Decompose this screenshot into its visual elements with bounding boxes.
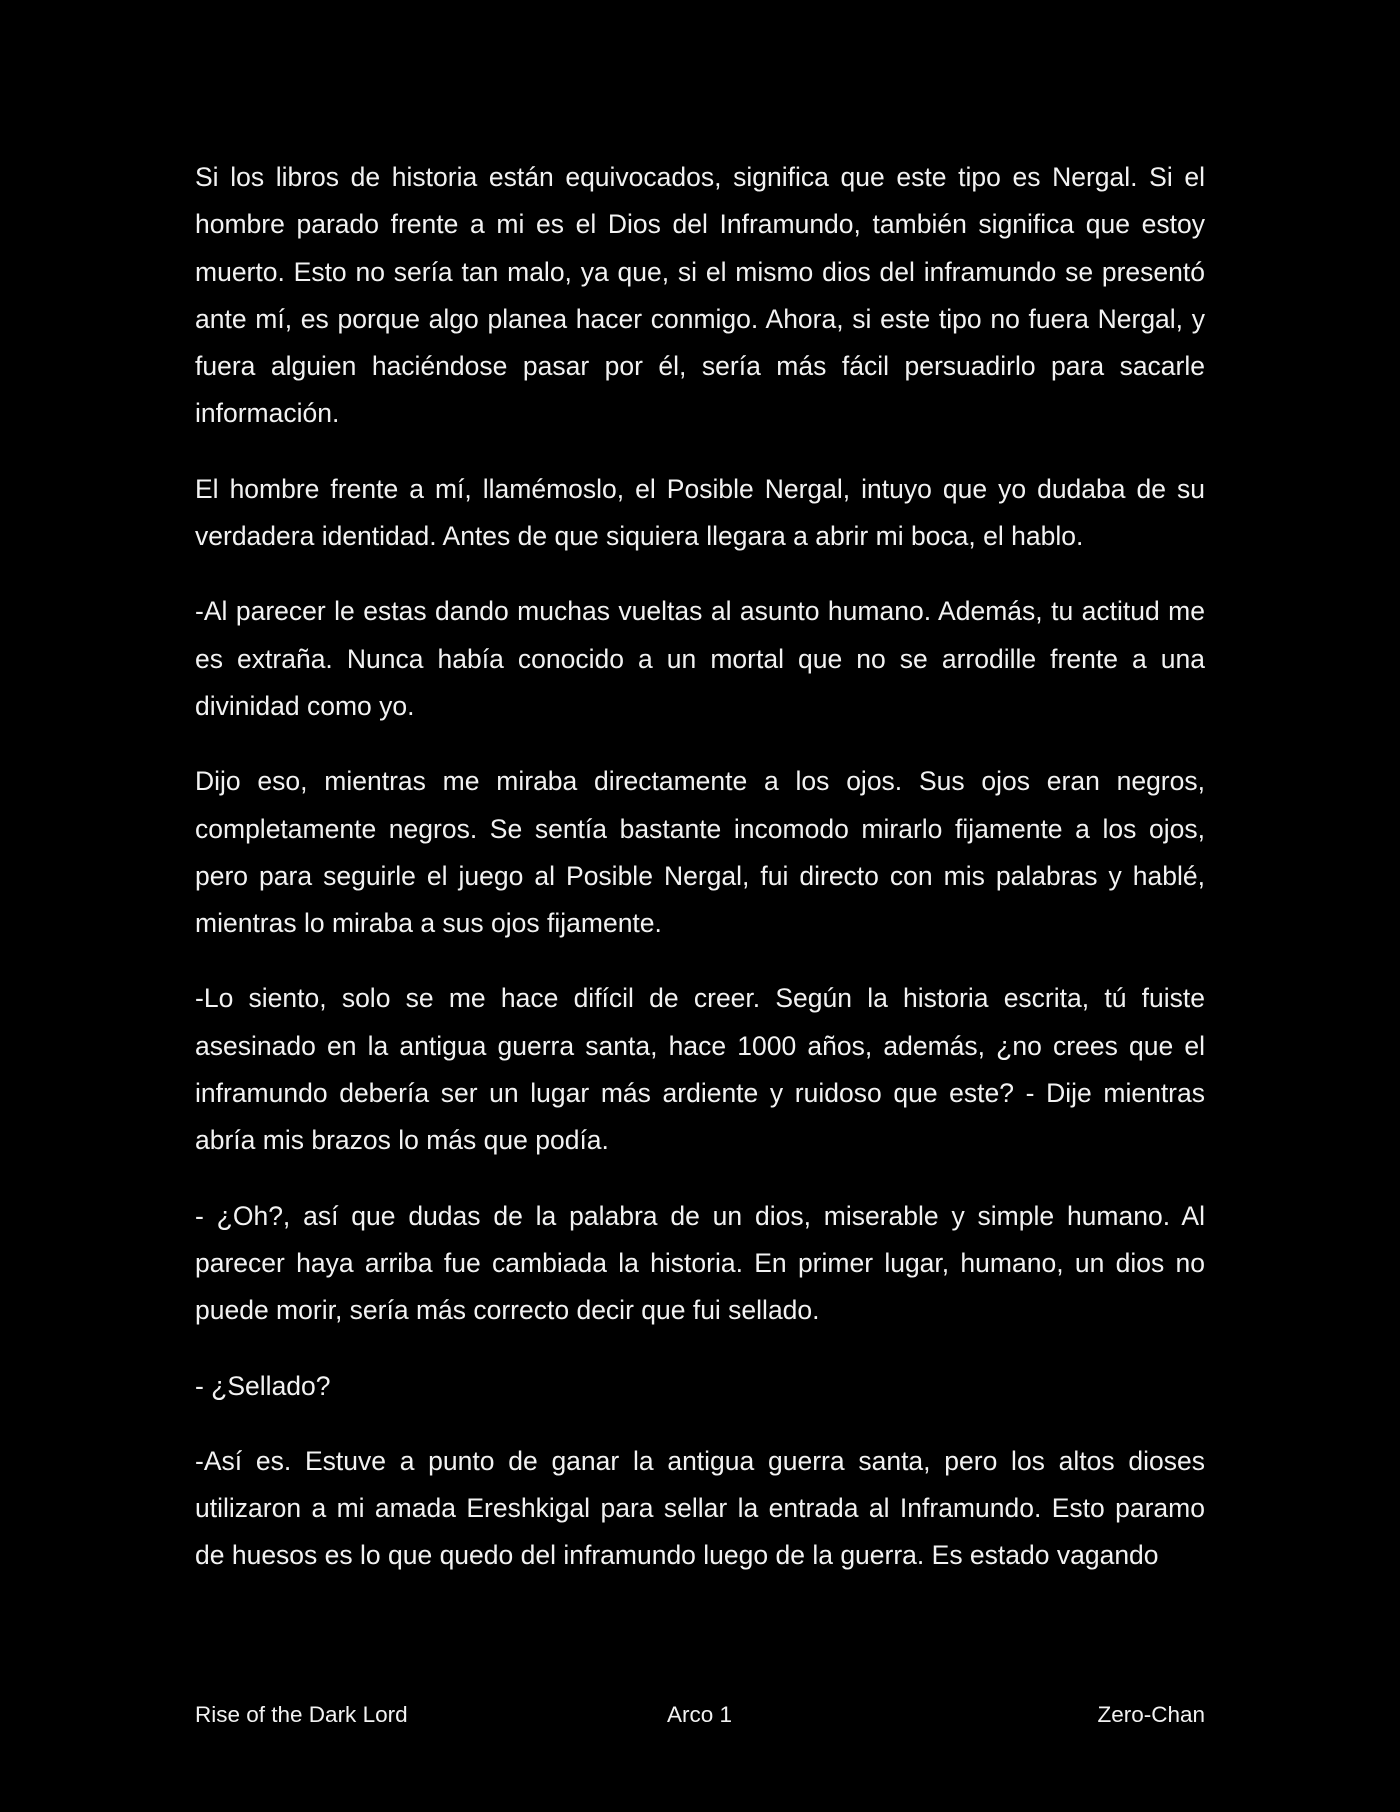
- footer-author: Zero-Chan: [1097, 1702, 1205, 1727]
- footer-arc-label: Arco 1: [667, 1702, 733, 1727]
- paragraph: - ¿Sellado?: [195, 1370, 331, 1401]
- paragraph: -Al parecer le estas dando muchas vueltas al asunto humano. Además, tu actitud me es extraña. Nunca había conocido a un mortal que no se arrodille frente a una divinidad como yo.: [195, 596, 1205, 721]
- paragraph: - ¿Oh?, así que dudas de la palabra de un dios, miserable y simple humano. Al parecer haya arriba fue cambiada la historia. En primer lugar, humano, un dios no puede morir, sería más correcto decir que fui sellado.: [195, 1200, 1205, 1326]
- paragraph: -Así es. Estuve a punto de ganar la antigua guerra santa, pero los altos dioses utilizaron a mi amada Ereshkigal para sellar la entrada al Inframundo. Esto paramo de huesos es lo que quedo del inframundo luego de la guerra. Es estado vagando: [195, 1445, 1205, 1571]
- document-body: [195, 154, 1205, 1608]
- paragraph: Dijo eso, mientras me miraba directamente a los ojos. Sus ojos eran negros, completamente negros. Se sentía bastante incomodo mirarlo fijamente a los ojos, pero para seguirle el juego al Posible Nergal, fui directo con mis palabras y hablé, mientras lo miraba a sus ojos fijamente.: [195, 766, 1205, 939]
- paragraph: El hombre frente a mí, llamémoslo, el Posible Nergal, intuyo que yo dudaba de su verdadera identidad. Antes de que siquiera llegara a abrir mi boca, el hablo.: [195, 473, 1205, 552]
- page-footer: [195, 1702, 1205, 1734]
- paragraph: Si los libros de historia están equivocados, significa que este tipo es Nergal. Si el hombre parado frente a mi es el Dios del Inframundo, también significa que estoy muerto. Esto no sería tan malo, ya que, si el mismo dios del inframundo se presentó ante mí, es porque algo planea hacer conmigo. Ahora, si este tipo no fuera Nergal, y fuera alguien haciéndose pasar por él, sería más fácil persuadirlo para sacarle información.: [195, 162, 1205, 429]
- paragraph: -Lo siento, solo se me hace difícil de creer. Según la historia escrita, tú fuiste asesinado en la antigua guerra santa, hace 1000 años, además, ¿no crees que el inframundo debería ser un lugar más ardiente y ruidoso que este? - Dije mientras abría mis brazos lo más que podía.: [195, 983, 1205, 1156]
- footer-book-title: Rise of the Dark Lord: [195, 1702, 408, 1727]
